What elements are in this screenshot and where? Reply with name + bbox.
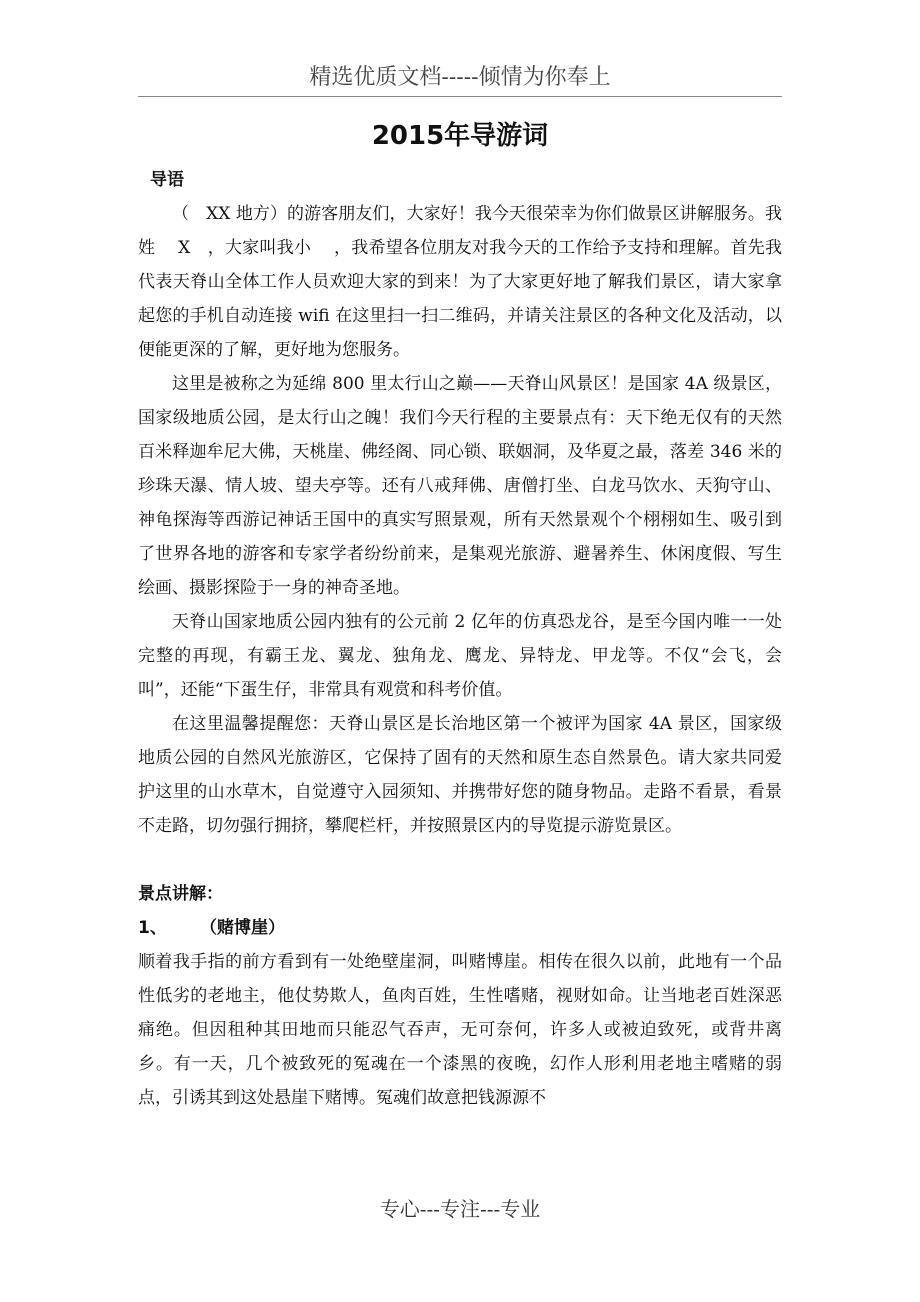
intro-paragraph-3: 天脊山国家地质公园内独有的公元前 2 亿年的仿真恐龙谷，是至今国内唯一一处完整的再现，有霸王龙、翼龙、独角龙、鹰龙、异特龙、甲龙等。不仅“会飞，会叫”，还能“下蛋生仔，非常具有观赏和科考价值。 <box>138 612 782 700</box>
intro-paragraph-1: （ XX 地方）的游客朋友们，大家好！我今天很荣幸为你们做景区讲解服务。我姓 X ，大家叫我小 ，我希望各位朋友对我今天的工作给予支持和理解。首先我代表天脊山全体工作人员欢迎大家的到来！为了大家更好地了解我们景区，请大家拿起您的手机自动连接 wifi 在这里扫一扫二维码，并请关注景区的各种文化及活动，以便能更深的了解，更好地为您服务。 <box>138 204 782 360</box>
page-footer: 专心---专注---专业 <box>379 1197 541 1221</box>
spots-heading: 景点讲解： <box>138 884 223 904</box>
page-header: 精选优质文档-----倾情为你奉上 <box>309 65 611 90</box>
spot-paragraph: 顺着我手指的前方看到有一处绝壁崖洞，叫赌博崖。相传在很久以前，此地有一个品性低劣的老地主，他仗势欺人，鱼肉百姓，生性嗜赌，视财如命。让当地老百姓深恶痛绝。但因租种其田地而只能忍气吞声，无可奈何，许多人或被迫致死，或背井离乡。有一天，几个被致死的冤魂在一个漆黑的夜晚，幻作人形利用老地主嗜赌的弱点，引诱其到这处悬崖下赌博。冤魂们故意把钱源源不 <box>138 952 782 1108</box>
spot-item-heading <box>138 911 782 945</box>
intro-paragraph-4: 在这里温馨提醒您：天脊山景区是长治地区第一个被评为国家 4A 景区，国家级地质公园的自然风光旅游区，它保持了固有的天然和原生态自然景色。请大家共同爱护这里的山水草木，自觉遵守入园须知、并携带好您的随身物品。走路不看景，看景不走路，切勿强行拥挤，攀爬栏杆，并按照景区内的导览提示游览景区。 <box>138 714 782 836</box>
intro-paragraph-2: 这里是被称之为延绵 800 里太行山之巅——天脊山风景区！是国家 4A 级景区，国家级地质公园，是太行山之魄！我们今天行程的主要景点有：天下绝无仅有的天然百米释迦牟尼大佛，天桃崖、佛经阁、同心锁、联姻洞，及华夏之最，落差 346 米的珍珠天瀑、情人坡、望夫亭等。还有八戒拜佛、唐僧打坐、白龙马饮水、天狗守山、神龟探海等西游记神话王国中的真实写照景观，所有天然景观个个栩栩如生、吸引到了世界各地的游客和专家学者纷纷前来，是集观光旅游、避暑养生、休闲度假、写生绘画、摄影探险于一身的神奇圣地。 <box>138 374 782 598</box>
spot-item-number: 1、 <box>138 918 167 938</box>
intro-heading: 导语 <box>150 170 184 190</box>
document-body <box>138 163 782 1115</box>
spot-item-title: （赌博崖） <box>200 918 285 938</box>
header-divider <box>138 96 782 97</box>
document-title: 2015年导游词 <box>371 121 549 151</box>
